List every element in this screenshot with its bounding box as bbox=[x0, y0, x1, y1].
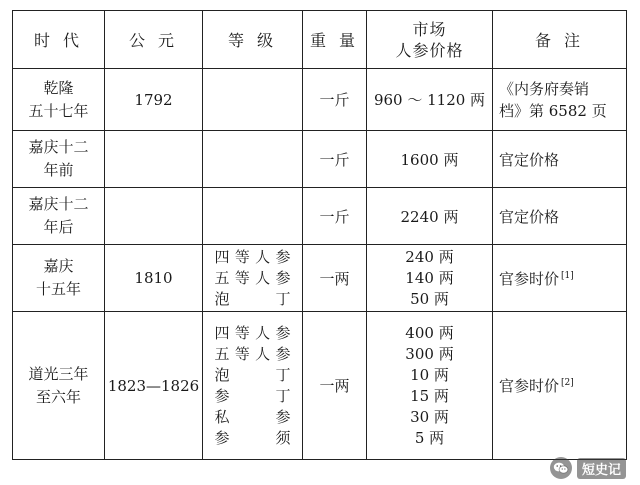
grade-item: 四等人参 bbox=[214, 323, 291, 342]
note-cell bbox=[493, 312, 627, 460]
footnote-ref: [1] bbox=[561, 270, 574, 281]
price-item: 400 两 bbox=[405, 323, 454, 342]
grade-list bbox=[215, 323, 291, 449]
weight-cell: 一斤 bbox=[303, 188, 367, 245]
weight-cell: 一两 bbox=[303, 312, 367, 460]
era-cell bbox=[13, 188, 105, 245]
price-item: 15 两 bbox=[410, 386, 449, 405]
weight-cell: 一斤 bbox=[303, 131, 367, 188]
price-item: 10 两 bbox=[410, 365, 449, 384]
watermark-text: 短史记 bbox=[577, 458, 626, 479]
weight-cell: 一斤 bbox=[303, 69, 367, 131]
era-line: 年后 bbox=[43, 218, 74, 236]
table-row bbox=[13, 188, 627, 245]
table-row bbox=[13, 245, 627, 312]
grade-item: 参 丁 bbox=[214, 386, 291, 405]
note-text: 官参时价 bbox=[499, 269, 560, 288]
price-cell: 960 ～ 1120 两 bbox=[367, 69, 493, 131]
era-line: 道光三年 bbox=[28, 364, 89, 383]
grade-item: 泡 丁 bbox=[214, 365, 291, 384]
table-row bbox=[13, 131, 627, 188]
grade-item: 四等人参 bbox=[214, 247, 291, 266]
price-cell bbox=[367, 312, 493, 460]
wechat-logo-icon bbox=[550, 457, 572, 479]
price-item: 5 两 bbox=[414, 428, 445, 447]
note-cell: 官定价格 bbox=[493, 131, 627, 188]
header-note: 备 注 bbox=[493, 11, 627, 69]
price-item: 30 两 bbox=[410, 407, 449, 426]
header-price-line-1: 市场 bbox=[412, 19, 447, 39]
era-line: 五十七年 bbox=[28, 101, 89, 120]
era-cell bbox=[13, 131, 105, 188]
price-item: 50 两 bbox=[410, 289, 449, 308]
note-line: 《内务府奏销 bbox=[499, 79, 590, 98]
header-price-line-2: 人参价格 bbox=[395, 40, 464, 60]
header-year: 公 元 bbox=[105, 11, 203, 69]
grade-cell bbox=[203, 131, 303, 188]
footnote-ref: [2] bbox=[561, 378, 574, 388]
watermark bbox=[550, 457, 626, 479]
header-grade: 等 级 bbox=[203, 11, 303, 69]
price-item: 140 两 bbox=[405, 268, 454, 287]
grade-item: 参 须 bbox=[214, 428, 291, 447]
year-cell: 1823—1826 bbox=[105, 312, 203, 460]
era-cell bbox=[13, 245, 105, 312]
era-line: 乾隆 bbox=[43, 78, 74, 97]
header-row bbox=[13, 11, 627, 69]
ginseng-price-table bbox=[12, 10, 627, 460]
era-line: 嘉庆 bbox=[43, 257, 74, 275]
table-row bbox=[13, 69, 627, 131]
grade-cell bbox=[203, 245, 303, 312]
note-line: 档》第 6582 页 bbox=[499, 101, 607, 120]
grade-item: 五等人参 bbox=[214, 344, 291, 363]
grade-cell bbox=[203, 312, 303, 460]
price-item: 240 两 bbox=[405, 247, 454, 266]
year-cell: 1792 bbox=[105, 69, 203, 131]
grade-cell bbox=[203, 188, 303, 245]
price-cell bbox=[367, 245, 493, 312]
weight-cell: 一两 bbox=[303, 245, 367, 312]
grade-list bbox=[215, 247, 291, 310]
header-weight: 重 量 bbox=[303, 11, 367, 69]
note-text: 官参时价 bbox=[499, 377, 560, 395]
price-item: 300 两 bbox=[405, 344, 454, 363]
table-row bbox=[13, 312, 627, 460]
header-era: 时 代 bbox=[13, 11, 105, 69]
grade-cell bbox=[203, 69, 303, 131]
note-cell bbox=[493, 245, 627, 312]
year-cell bbox=[105, 188, 203, 245]
era-line: 十五年 bbox=[35, 280, 81, 298]
header-price bbox=[367, 11, 493, 69]
grade-item: 五等人参 bbox=[214, 268, 291, 287]
grade-item: 泡 丁 bbox=[214, 289, 291, 308]
era-line: 至六年 bbox=[35, 387, 81, 406]
era-line: 嘉庆十二 bbox=[28, 138, 89, 156]
year-cell: 1810 bbox=[105, 245, 203, 312]
price-cell: 2240 两 bbox=[367, 188, 493, 245]
era-cell bbox=[13, 69, 105, 131]
grade-item: 私 参 bbox=[214, 407, 291, 426]
price-cell: 1600 两 bbox=[367, 131, 493, 188]
era-line: 年前 bbox=[43, 161, 74, 179]
year-cell bbox=[105, 131, 203, 188]
era-cell bbox=[13, 312, 105, 460]
note-cell bbox=[493, 69, 627, 131]
note-cell: 官定价格 bbox=[493, 188, 627, 245]
era-line: 嘉庆十二 bbox=[28, 195, 89, 213]
